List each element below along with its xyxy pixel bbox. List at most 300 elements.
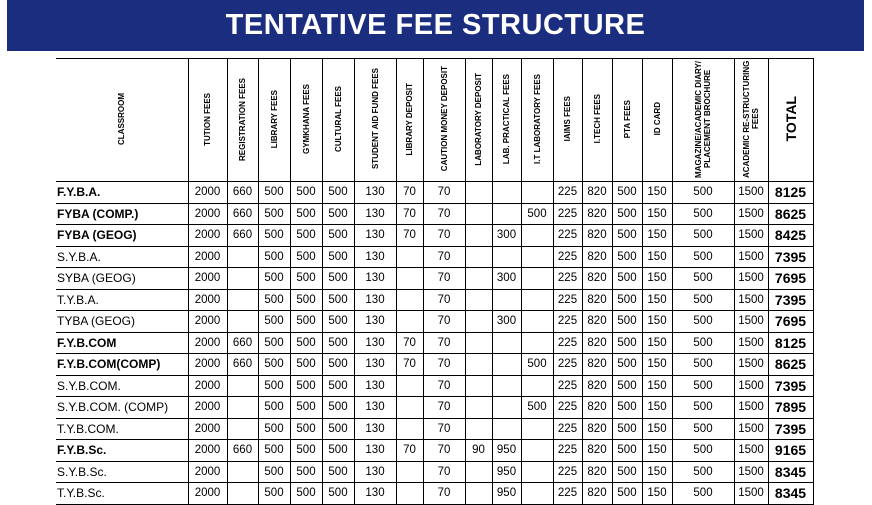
fee-cell: 500 <box>290 397 322 419</box>
fee-cell <box>396 397 423 419</box>
total-cell: 8625 <box>768 354 813 376</box>
fee-cell: 500 <box>258 182 290 204</box>
fee-cell: 70 <box>396 440 423 462</box>
fee-cell: 70 <box>423 397 465 419</box>
fee-cell <box>521 375 553 397</box>
total-cell: 7395 <box>768 246 813 268</box>
fee-cell <box>396 461 423 483</box>
fee-cell: 2000 <box>188 461 227 483</box>
fee-cell: 70 <box>423 332 465 354</box>
fee-cell <box>396 246 423 268</box>
fee-cell <box>521 483 553 505</box>
fee-cell: 500 <box>672 483 734 505</box>
classroom-cell: T.Y.B.COM. <box>56 418 188 440</box>
fee-cell <box>521 440 553 462</box>
fee-cell <box>227 289 258 311</box>
classroom-cell: FYBA (COMP.) <box>56 203 188 225</box>
fee-cell: 500 <box>258 268 290 290</box>
page-title: TENTATIVE FEE STRUCTURE <box>225 9 646 41</box>
total-cell: 8425 <box>768 225 813 247</box>
fee-cell: 500 <box>258 461 290 483</box>
table-body <box>56 182 813 505</box>
fee-cell <box>492 332 521 354</box>
fee-cell: 500 <box>322 397 354 419</box>
fee-cell: 70 <box>423 483 465 505</box>
fee-cell: 820 <box>582 440 612 462</box>
column-header: REGISTRATION FEES <box>227 59 258 182</box>
total-cell: 8625 <box>768 203 813 225</box>
fee-cell <box>396 483 423 505</box>
fee-cell: 500 <box>290 440 322 462</box>
column-header: PTA FEES <box>612 59 642 182</box>
fee-cell: 500 <box>258 418 290 440</box>
classroom-cell: FYBA (GEOG) <box>56 225 188 247</box>
fee-cell: 70 <box>423 418 465 440</box>
fee-cell: 820 <box>582 311 612 333</box>
fee-cell: 500 <box>612 246 642 268</box>
fee-cell: 130 <box>354 397 396 419</box>
table-row <box>56 397 813 419</box>
fee-cell: 130 <box>354 418 396 440</box>
fee-cell: 820 <box>582 375 612 397</box>
fee-cell: 225 <box>553 440 582 462</box>
classroom-cell: F.Y.B.Sc. <box>56 440 188 462</box>
fee-cell: 70 <box>423 461 465 483</box>
fee-cell: 225 <box>553 311 582 333</box>
fee-cell: 2000 <box>188 182 227 204</box>
column-header: LIBRARY DEPOSIT <box>396 59 423 182</box>
table-row <box>56 332 813 354</box>
fee-cell: 2000 <box>188 354 227 376</box>
fee-cell: 2000 <box>188 332 227 354</box>
fee-cell: 2000 <box>188 225 227 247</box>
fee-cell: 225 <box>553 182 582 204</box>
fee-cell <box>227 375 258 397</box>
column-header-total: TOTAL <box>768 59 813 182</box>
fee-cell <box>492 418 521 440</box>
fee-cell: 500 <box>290 289 322 311</box>
fee-cell: 2000 <box>188 375 227 397</box>
fee-cell: 70 <box>396 332 423 354</box>
table-row <box>56 289 813 311</box>
fee-cell: 500 <box>290 311 322 333</box>
fee-cell: 500 <box>672 203 734 225</box>
fee-cell: 500 <box>672 332 734 354</box>
fee-cell: 500 <box>521 397 553 419</box>
table-header-row <box>56 59 813 182</box>
fee-cell: 500 <box>290 203 322 225</box>
fee-cell: 500 <box>521 354 553 376</box>
fee-cell: 130 <box>354 332 396 354</box>
fee-cell: 500 <box>612 225 642 247</box>
fee-cell: 500 <box>322 289 354 311</box>
fee-cell <box>396 418 423 440</box>
fee-cell: 500 <box>322 246 354 268</box>
fee-cell: 150 <box>642 461 672 483</box>
fee-cell: 150 <box>642 397 672 419</box>
fee-cell: 500 <box>612 289 642 311</box>
fee-cell: 500 <box>290 182 322 204</box>
fee-cell: 950 <box>492 483 521 505</box>
fee-cell: 500 <box>672 268 734 290</box>
total-cell: 7695 <box>768 268 813 290</box>
fee-cell: 150 <box>642 354 672 376</box>
table-row <box>56 375 813 397</box>
fee-cell <box>396 311 423 333</box>
fee-cell: 1500 <box>734 354 768 376</box>
fee-cell <box>465 225 492 247</box>
fee-cell: 1500 <box>734 182 768 204</box>
table-row <box>56 225 813 247</box>
fee-cell: 2000 <box>188 203 227 225</box>
fee-cell <box>465 289 492 311</box>
fee-cell: 660 <box>227 225 258 247</box>
fee-cell: 1500 <box>734 397 768 419</box>
fee-cell: 660 <box>227 440 258 462</box>
fee-cell: 500 <box>672 225 734 247</box>
fee-cell: 70 <box>423 182 465 204</box>
column-header: I.T LABORATORY FEES <box>521 59 553 182</box>
fee-cell: 130 <box>354 375 396 397</box>
fee-cell: 500 <box>322 268 354 290</box>
fee-cell: 225 <box>553 203 582 225</box>
fee-cell: 500 <box>290 268 322 290</box>
fee-cell: 500 <box>672 418 734 440</box>
classroom-cell: SYBA (GEOG) <box>56 268 188 290</box>
fee-cell: 500 <box>322 203 354 225</box>
fee-cell <box>465 461 492 483</box>
column-header: MAGAZINE/ACADEMIC DIARY/ PLACEMENT BROCHURE <box>672 59 734 182</box>
total-cell: 8345 <box>768 483 813 505</box>
fee-cell: 500 <box>290 332 322 354</box>
fee-cell: 70 <box>423 246 465 268</box>
table-row <box>56 461 813 483</box>
fee-cell: 1500 <box>734 289 768 311</box>
fee-cell: 500 <box>322 440 354 462</box>
fee-cell: 500 <box>258 311 290 333</box>
fee-cell <box>465 418 492 440</box>
fee-cell: 660 <box>227 182 258 204</box>
fee-cell: 2000 <box>188 246 227 268</box>
fee-cell: 500 <box>322 354 354 376</box>
fee-cell: 70 <box>423 268 465 290</box>
fee-cell: 150 <box>642 311 672 333</box>
column-header: TUTION FEES <box>188 59 227 182</box>
fee-cell <box>396 268 423 290</box>
fee-cell <box>465 375 492 397</box>
column-header: ACADEMIC RE-STRUCTURING FEES <box>734 59 768 182</box>
fee-cell: 70 <box>423 289 465 311</box>
fee-cell: 1500 <box>734 268 768 290</box>
fee-cell <box>521 311 553 333</box>
fee-cell: 300 <box>492 268 521 290</box>
fee-cell: 820 <box>582 246 612 268</box>
fee-cell <box>465 332 492 354</box>
fee-cell: 70 <box>423 311 465 333</box>
fee-cell: 820 <box>582 397 612 419</box>
fee-cell: 2000 <box>188 483 227 505</box>
fee-cell: 500 <box>322 418 354 440</box>
fee-cell: 500 <box>258 246 290 268</box>
table-row <box>56 354 813 376</box>
fee-cell: 70 <box>396 225 423 247</box>
fee-cell: 130 <box>354 311 396 333</box>
fee-cell: 70 <box>423 203 465 225</box>
classroom-cell: F.Y.B.COM(COMP) <box>56 354 188 376</box>
fee-cell: 70 <box>423 375 465 397</box>
fee-cell: 130 <box>354 268 396 290</box>
fee-cell: 150 <box>642 418 672 440</box>
fee-cell: 500 <box>322 311 354 333</box>
total-cell: 7395 <box>768 418 813 440</box>
fee-cell: 225 <box>553 483 582 505</box>
classroom-cell: T.Y.B.Sc. <box>56 483 188 505</box>
fee-cell <box>492 182 521 204</box>
fee-cell: 300 <box>492 225 521 247</box>
total-cell: 7895 <box>768 397 813 419</box>
total-cell: 8125 <box>768 332 813 354</box>
fee-cell <box>492 289 521 311</box>
fee-cell: 500 <box>672 311 734 333</box>
fee-cell: 225 <box>553 246 582 268</box>
fee-cell: 660 <box>227 332 258 354</box>
fee-cell: 1500 <box>734 418 768 440</box>
fee-cell: 500 <box>612 440 642 462</box>
fee-cell: 2000 <box>188 311 227 333</box>
fee-cell: 820 <box>582 332 612 354</box>
fee-cell: 130 <box>354 354 396 376</box>
fee-cell: 500 <box>258 483 290 505</box>
fee-cell: 950 <box>492 440 521 462</box>
fee-cell: 500 <box>290 225 322 247</box>
fee-cell: 820 <box>582 182 612 204</box>
fee-cell <box>396 289 423 311</box>
fee-cell <box>521 182 553 204</box>
fee-cell: 500 <box>612 397 642 419</box>
fee-cell: 500 <box>258 440 290 462</box>
table-row <box>56 440 813 462</box>
fee-cell: 150 <box>642 246 672 268</box>
fee-cell <box>492 203 521 225</box>
fee-cell: 225 <box>553 418 582 440</box>
fee-cell: 130 <box>354 246 396 268</box>
fee-cell: 1500 <box>734 332 768 354</box>
fee-cell: 150 <box>642 483 672 505</box>
fee-cell: 130 <box>354 440 396 462</box>
fee-cell: 500 <box>612 268 642 290</box>
fee-cell <box>492 246 521 268</box>
fee-cell: 225 <box>553 354 582 376</box>
table-row <box>56 311 813 333</box>
total-cell: 8345 <box>768 461 813 483</box>
fee-cell <box>227 268 258 290</box>
fee-cell: 500 <box>612 332 642 354</box>
fee-cell <box>227 483 258 505</box>
fee-cell: 1500 <box>734 461 768 483</box>
table-row <box>56 203 813 225</box>
classroom-cell: F.Y.B.COM <box>56 332 188 354</box>
column-header: LABORATORY DEPOSIT <box>465 59 492 182</box>
fee-cell: 150 <box>642 225 672 247</box>
fee-cell: 500 <box>258 225 290 247</box>
fee-cell: 150 <box>642 375 672 397</box>
fee-cell <box>492 375 521 397</box>
fee-cell: 820 <box>582 225 612 247</box>
fee-cell <box>465 483 492 505</box>
fee-cell: 500 <box>612 311 642 333</box>
fee-cell: 225 <box>553 289 582 311</box>
fee-cell <box>227 397 258 419</box>
fee-cell: 500 <box>258 354 290 376</box>
fee-cell <box>492 354 521 376</box>
fee-cell: 500 <box>258 375 290 397</box>
column-header: STUDENT AID FUND FEES <box>354 59 396 182</box>
total-cell: 8125 <box>768 182 813 204</box>
fee-cell: 130 <box>354 225 396 247</box>
fee-cell: 500 <box>612 461 642 483</box>
total-cell: 7695 <box>768 311 813 333</box>
fee-cell: 820 <box>582 418 612 440</box>
column-header: LAB. PRACTICAL FEES <box>492 59 521 182</box>
column-header: CULTURAL FEES <box>322 59 354 182</box>
fee-cell <box>227 418 258 440</box>
classroom-cell: S.Y.B.COM. (COMP) <box>56 397 188 419</box>
fee-cell: 500 <box>322 332 354 354</box>
fee-cell: 500 <box>612 375 642 397</box>
fee-cell: 70 <box>396 182 423 204</box>
fee-cell: 2000 <box>188 289 227 311</box>
fee-cell <box>492 397 521 419</box>
fee-cell: 500 <box>322 461 354 483</box>
fee-cell <box>521 418 553 440</box>
fee-cell: 1500 <box>734 246 768 268</box>
fee-cell: 1500 <box>734 375 768 397</box>
fee-cell <box>521 225 553 247</box>
fee-cell: 820 <box>582 268 612 290</box>
table-row <box>56 246 813 268</box>
column-header: ID CARD <box>642 59 672 182</box>
column-header: GYMKHANA FEES <box>290 59 322 182</box>
fee-cell: 225 <box>553 375 582 397</box>
total-cell: 9165 <box>768 440 813 462</box>
fee-cell: 500 <box>290 246 322 268</box>
fee-cell <box>521 461 553 483</box>
fee-cell: 820 <box>582 461 612 483</box>
fee-cell: 500 <box>258 397 290 419</box>
classroom-cell: S.Y.B.A. <box>56 246 188 268</box>
fee-cell <box>521 268 553 290</box>
fee-cell: 500 <box>612 182 642 204</box>
fee-structure-table <box>56 58 814 505</box>
classroom-cell: F.Y.B.A. <box>56 182 188 204</box>
fee-cell: 500 <box>672 397 734 419</box>
fee-cell <box>227 461 258 483</box>
fee-cell: 1500 <box>734 203 768 225</box>
fee-cell: 130 <box>354 203 396 225</box>
table-row <box>56 418 813 440</box>
fee-cell: 500 <box>290 483 322 505</box>
fee-cell: 820 <box>582 483 612 505</box>
fee-cell: 150 <box>642 440 672 462</box>
fee-cell <box>396 375 423 397</box>
fee-cell: 500 <box>258 203 290 225</box>
classroom-cell: S.Y.B.Sc. <box>56 461 188 483</box>
fee-cell: 500 <box>290 418 322 440</box>
fee-cell: 500 <box>612 483 642 505</box>
fee-cell: 1500 <box>734 311 768 333</box>
fee-cell: 500 <box>258 289 290 311</box>
total-cell: 7395 <box>768 289 813 311</box>
fee-cell: 225 <box>553 268 582 290</box>
fee-cell <box>465 354 492 376</box>
fee-cell: 500 <box>521 203 553 225</box>
fee-cell: 225 <box>553 397 582 419</box>
total-cell: 7395 <box>768 375 813 397</box>
fee-cell: 500 <box>672 289 734 311</box>
fee-cell: 150 <box>642 203 672 225</box>
fee-cell: 2000 <box>188 440 227 462</box>
fee-cell: 500 <box>322 182 354 204</box>
fee-cell <box>465 397 492 419</box>
fee-cell: 225 <box>553 461 582 483</box>
fee-cell <box>521 289 553 311</box>
fee-cell: 1500 <box>734 225 768 247</box>
fee-cell <box>521 246 553 268</box>
fee-cell: 90 <box>465 440 492 462</box>
fee-cell: 500 <box>290 461 322 483</box>
fee-cell: 130 <box>354 289 396 311</box>
fee-cell: 70 <box>423 354 465 376</box>
classroom-cell: TYBA (GEOG) <box>56 311 188 333</box>
fee-cell <box>465 311 492 333</box>
fee-cell: 820 <box>582 354 612 376</box>
fee-cell: 130 <box>354 182 396 204</box>
fee-cell <box>521 332 553 354</box>
fee-cell: 70 <box>396 203 423 225</box>
column-header: I.TECH FEES <box>582 59 612 182</box>
classroom-cell: S.Y.B.COM. <box>56 375 188 397</box>
fee-cell: 500 <box>612 203 642 225</box>
fee-cell: 500 <box>672 354 734 376</box>
classroom-cell: T.Y.B.A. <box>56 289 188 311</box>
fee-cell: 1500 <box>734 483 768 505</box>
fee-cell <box>465 203 492 225</box>
fee-cell: 500 <box>612 354 642 376</box>
fee-cell: 500 <box>672 461 734 483</box>
fee-cell: 130 <box>354 461 396 483</box>
fee-cell: 500 <box>290 354 322 376</box>
fee-cell: 70 <box>423 440 465 462</box>
fee-cell <box>465 182 492 204</box>
column-header: IAIMS FEES <box>553 59 582 182</box>
fee-cell: 500 <box>672 246 734 268</box>
fee-cell: 500 <box>612 418 642 440</box>
fee-cell: 500 <box>290 375 322 397</box>
fee-cell: 70 <box>396 354 423 376</box>
fee-cell: 130 <box>354 483 396 505</box>
fee-cell: 500 <box>672 375 734 397</box>
fee-cell: 150 <box>642 182 672 204</box>
fee-cell: 820 <box>582 203 612 225</box>
fee-cell: 660 <box>227 203 258 225</box>
fee-cell: 500 <box>322 483 354 505</box>
fee-cell: 500 <box>672 440 734 462</box>
fee-cell: 70 <box>423 225 465 247</box>
table-row <box>56 182 813 204</box>
column-header: LIBRARY FEES <box>258 59 290 182</box>
fee-cell: 500 <box>322 375 354 397</box>
fee-cell <box>227 311 258 333</box>
